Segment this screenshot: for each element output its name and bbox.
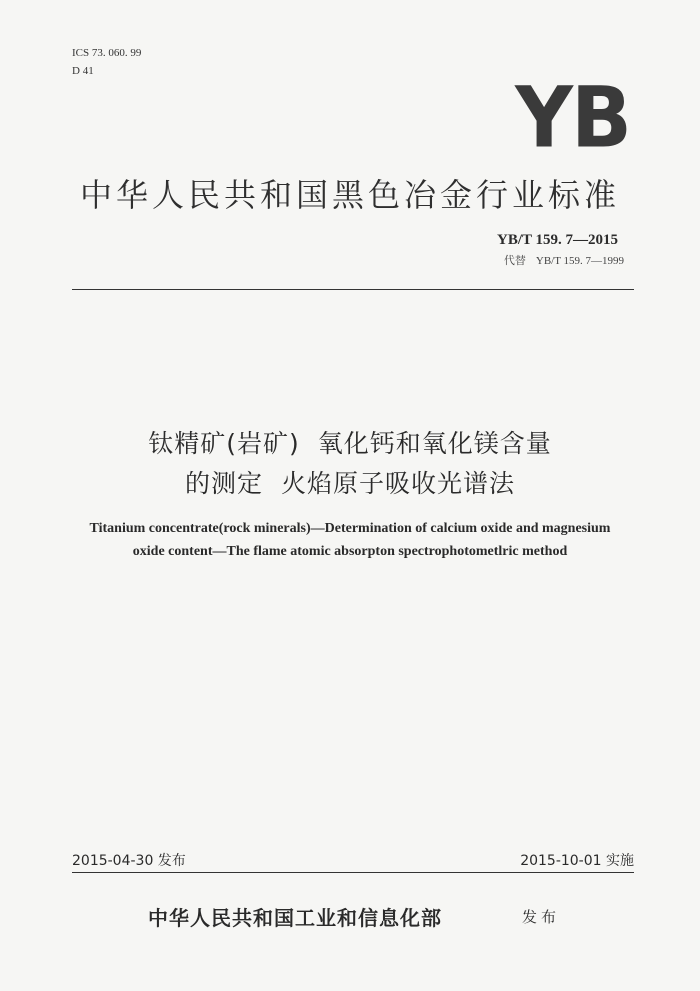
ics-code: ICS 73. 060. 99 — [72, 47, 142, 59]
publisher-name: 中华人民共和国工业和信息化部 — [148, 906, 442, 930]
english-title-line-1: Titanium concentrate(rock minerals)—Determination of calcium oxide and magnesium — [89, 521, 611, 536]
implementation-date: 2015-10-01 实施 — [520, 853, 634, 869]
replaces-label: 代替 — [503, 255, 526, 267]
english-title-line-2: oxide content—The flame atomic absorpton spectrophotometlric method — [132, 544, 568, 559]
standard-title: 中华人民共和国黑色冶金行业标准 — [79, 176, 620, 214]
classification-code: D 41 — [72, 65, 94, 77]
replaces-row — [494, 252, 624, 268]
chinese-title-line-2: 的测定 火焰原子吸收光谱法 — [185, 469, 515, 498]
chinese-title-line-1: 钛精矿(岩矿) 氧化钙和氧化镁含量 — [148, 429, 552, 458]
publish-label: 发布 — [522, 908, 561, 926]
issue-date: 2015-04-30 发布 — [72, 853, 186, 869]
top-divider — [72, 289, 634, 290]
standard-number: YB/T 159. 7—2015 — [497, 232, 618, 248]
replaces-number: YB/T 159. 7—1999 — [535, 255, 624, 267]
bottom-divider — [72, 872, 634, 873]
yb-logo: YB — [515, 68, 630, 167]
